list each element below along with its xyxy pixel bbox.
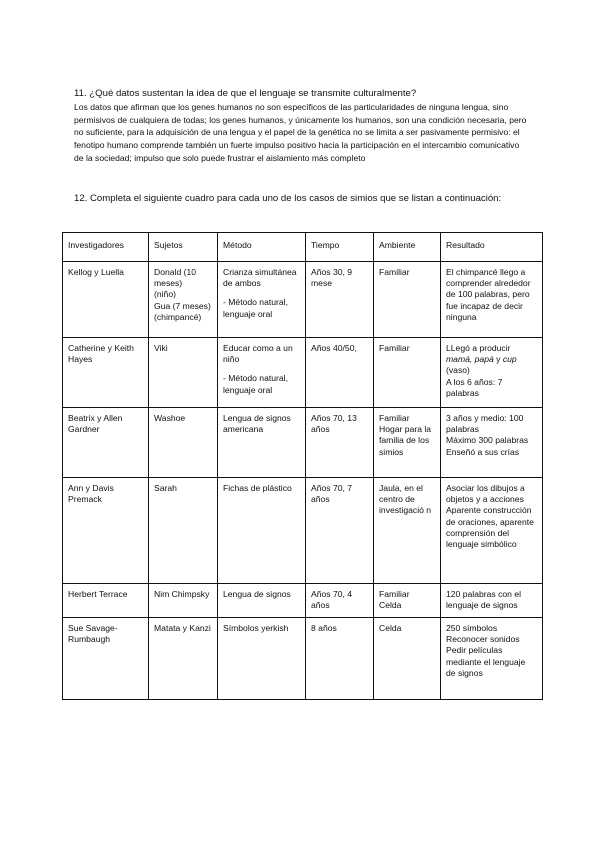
cell-tiempo: Años 70, 7 años [306,478,374,584]
cell-sujetos [149,262,218,338]
cell-ambiente [374,584,441,618]
cell-ambiente [374,618,441,700]
table-row [63,338,543,408]
cell-line [446,354,537,365]
cell-ambiente [374,478,441,584]
cell-metodo [218,338,306,408]
cell-line: Pedir películas mediante el lenguaje de signos [446,645,526,678]
cell-resultado [441,262,543,338]
cell-line: 120 palabras con el lenguaje de signos [446,589,522,611]
cell-line: - Método natural, lenguaje oral [223,373,288,395]
cell-tiempo: Años 30, 9 mese [306,262,374,338]
cell-line: 250 símbolos [446,623,498,633]
cell-line: Asociar los dibujos a objetos y a acciones [446,483,525,505]
cell-ambiente [374,338,441,408]
header-ambiente: Ambiente [374,233,441,262]
apes-table [62,232,543,700]
header-investigadores: Investigadores [63,233,149,262]
cell-ambiente [374,408,441,478]
cell-investigadores: Kellog y Luella [63,262,149,338]
cell-line: Enseñó a sus crías [446,446,520,457]
cell-line: Viki [154,343,168,353]
word-cup: cup [502,354,517,365]
header-metodo: Método [218,233,306,262]
cell-metodo [218,408,306,478]
cell-investigadores: Beatrix y Allen Gardner [63,408,149,478]
cell-line: Familiar [379,343,410,353]
cell-sujetos [149,618,218,700]
question-11-answer: Los datos que afirman que los genes humanos no son específicos de las particularidades de ninguna lengua, sino permisivos de cualquiera de todas; los genes humanos, y únicamente los humanos, son una condición necesaria, pero no suficiente, para la adquisición de una lengua y el papel de la genética no se limita a ser pasivamente permisivo: el fenotipo humano comprende también un fuerte impulso positivo hacia la participación en el intercambio comunicativo de la sociedad; impulso que solo puede frustrar el aislamiento más completo [74,102,527,163]
cell-line: LLegó a producir [446,343,511,353]
cell-line: Familiar [379,413,410,423]
cell-line: Celda [379,600,402,611]
cell-sujetos [149,584,218,618]
cell-metodo [218,584,306,618]
cell-line: Nim Chimpsky [154,589,210,599]
cell-investigadores: Catherine y Keith Hayes [63,338,149,408]
cell-line: Hogar para la familia de los simios [379,424,432,457]
cell-sujetos [149,478,218,584]
cell-investigadores: Ann y Davis Premack [63,478,149,584]
cell-ambiente [374,262,441,338]
cell-tiempo: Años 70, 4 años [306,584,374,618]
cell-line: Familiar [379,267,410,277]
cell-line: (chimpancé) [154,311,202,322]
cell-line: Celda [379,623,402,633]
cell-line: Crianza simultánea de ambos [223,267,297,289]
table-row [63,478,543,584]
cell-line: Washoe [154,413,186,423]
cell-line: Educar como a un niño [223,343,293,365]
cell-line: Símbolos yerkish [223,623,289,633]
cell-line: 3 años y medio: 100 palabras [446,413,524,435]
question-11-title: 11. ¿Qué datos sustentan la idea de que el lenguaje se transmite culturalmente? [74,88,417,99]
cell-line: A los 6 años: 7 palabras [446,376,503,398]
cell-line: Aparente construcción de oraciones, aparente comprensión del lenguaje simbólico [446,505,534,550]
cell-resultado [441,584,543,618]
table-row [63,262,543,338]
cell-investigadores: Herbert Terrace [63,584,149,618]
cell-investigadores: Sue Savage-Rumbaugh [63,618,149,700]
question-12-title: 12. Completa el siguiente cuadro para cada uno de los casos de simios que se listan a continuación: [74,193,502,204]
cell-line: Matata y Kanzi [154,623,211,633]
cell-line: Lengua de signos [223,589,291,599]
cell-line: Máximo 300 palabras [446,435,529,446]
table-row [63,584,543,618]
table-header-row [63,233,543,262]
table-row [63,618,543,700]
cell-sujetos [149,338,218,408]
words-italic: mamá, papá [446,354,494,365]
cell-line: - Método natural, lenguaje oral [223,297,288,319]
cell-line: Gua (7 meses) [154,300,211,311]
header-sujetos: Sujetos [149,233,218,262]
cell-line: El chimpancé llego a comprender alrededor de 100 palabras, pero fue incapaz de decir ninguna [446,267,531,322]
cell-resultado [441,618,543,700]
cell-line: Familiar [379,589,410,599]
cell-metodo [218,262,306,338]
cell-sujetos [149,408,218,478]
conjunction: y [493,354,503,365]
cell-line: (vaso) [446,365,470,376]
cell-line: Fichas de plástico [223,483,292,493]
header-resultado: Resultado [441,233,543,262]
cell-line: Sarah [154,483,177,493]
cell-resultado [441,408,543,478]
cell-tiempo: Años 40/50, [306,338,374,408]
cell-line: Lengua de signos americana [223,413,291,435]
cell-metodo [218,478,306,584]
cell-line: (niño) [154,289,176,300]
cell-tiempo: Años 70, 13 años [306,408,374,478]
cell-metodo [218,618,306,700]
cell-tiempo: 8 años [306,618,374,700]
cell-line: Jaula, en el centro de investigació n [379,483,432,516]
cell-resultado [441,338,543,408]
cell-line: Reconocer sonidos [446,634,520,645]
cell-line: Donald (10 meses) [154,267,197,289]
table-row [63,408,543,478]
cell-resultado [441,478,543,584]
header-tiempo: Tiempo [306,233,374,262]
